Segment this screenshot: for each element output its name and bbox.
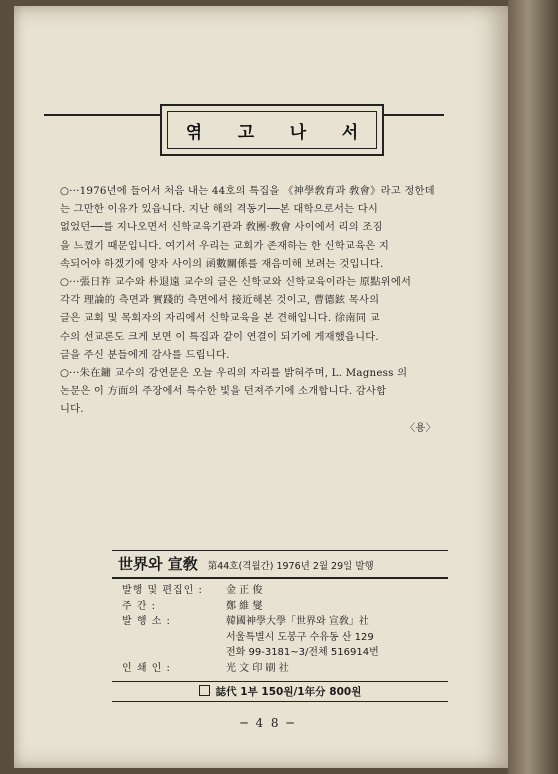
row-key: 발행 및 편집인 :: [122, 585, 203, 596]
section-title-box: [160, 104, 384, 156]
colophon-header: [112, 551, 448, 579]
row-value: 鄭 維 燮: [226, 600, 263, 612]
book-spine-shadow: [508, 0, 558, 774]
text-line: ○···朱在鏞 교수의 강연문은 오늘 우리의 자리를 밝혀주며, L. Magness 의: [60, 367, 408, 380]
colophon-row: [122, 614, 448, 630]
editorial-body: [60, 182, 436, 437]
row-value: 金 正 俊: [226, 585, 263, 596]
row-key: 주 간 :: [122, 600, 157, 612]
section-title-inner-frame: [167, 111, 377, 149]
text-line: 수의 선교론도 크게 보면 이 특집과 같이 연결이 되기에 게재했읍니다.: [60, 330, 379, 343]
row-key: [122, 645, 226, 661]
text-line: ○···張日祚 교수와 朴退遠 교수의 글은 신학교와 신학교육이라는 原點위에서: [60, 276, 412, 289]
text-line: 니다.: [60, 403, 84, 416]
colophon-details: [112, 579, 448, 678]
row-key: 발 행 소 :: [122, 616, 171, 627]
row-key: 인 쇄 인 :: [122, 662, 171, 674]
colophon: [112, 550, 448, 702]
colophon-row: [122, 661, 448, 677]
title-char: 엮: [185, 122, 203, 143]
text-line: ○···1976년에 들어서 처음 내는 44호의 특집을 《神學敎育과 敎會》라고 정한데: [60, 185, 435, 197]
text-line: 속되어야 하겠기에 양자 사이의 函數關係를 재음미해 보려는 것입니다.: [60, 257, 384, 270]
editor-signature: 〈용〉: [404, 421, 436, 434]
row-value: 光 文 印 刷 社: [226, 662, 289, 674]
price-line: [112, 681, 448, 702]
row-value: 전화 99-3181~3/전체 516914번: [226, 647, 379, 658]
text-line: 글을 주신 분들에게 감사를 드립니다.: [60, 348, 230, 361]
text-line: 각각 理論的 측면과 實踐的 측면에서 接近해본 것이고, 曹德鉉 목사의: [60, 294, 380, 307]
title-char: 서: [341, 122, 359, 143]
paragraph-2: [60, 273, 436, 364]
text-line: 글은 교회 및 목회자의 자리에서 신학교육을 본 견해입니다. 徐南同 교: [60, 312, 380, 325]
paragraph-1: [60, 182, 436, 273]
colophon-row: [122, 630, 448, 646]
text-line: 없었던──를 지나오면서 신학교육기관과 敎團·敎會 사이에서 리의 조짐: [60, 221, 383, 234]
magazine-title: 世界와 宣敎: [118, 555, 198, 573]
colophon-row: [122, 599, 448, 615]
row-key: [122, 630, 226, 646]
issue-info: 第44호(격월간) 1976년 2월 29일 발행: [207, 561, 374, 572]
text-line: 을 느꼈기 때문입니다. 여기서 우리는 교회가 존재하는 한 신학교육은 지: [60, 239, 389, 252]
square-box-icon: [199, 685, 210, 696]
page-number: ─ 4 8 ─: [240, 716, 296, 730]
title-char: 나: [289, 122, 307, 143]
row-value: 서울특별시 도봉구 수유동 산 129: [226, 631, 374, 643]
title-char: 고: [237, 122, 255, 143]
text-line: 는 그만한 이유가 있읍니다. 지난 해의 격동기──본 대학으로서는 다시: [60, 203, 379, 216]
paragraph-3: [60, 364, 436, 437]
colophon-row: [122, 645, 448, 661]
row-value: 韓國神學大學「世界와 宣敎」社: [226, 616, 369, 627]
price-text: 誌代 1부 150원/1年分 800원: [215, 686, 362, 698]
colophon-row: [122, 583, 448, 599]
text-line: 논문은 이 方面의 주장에서 특수한 빛을 던져주기에 소개합니다. 감사합: [60, 385, 387, 398]
